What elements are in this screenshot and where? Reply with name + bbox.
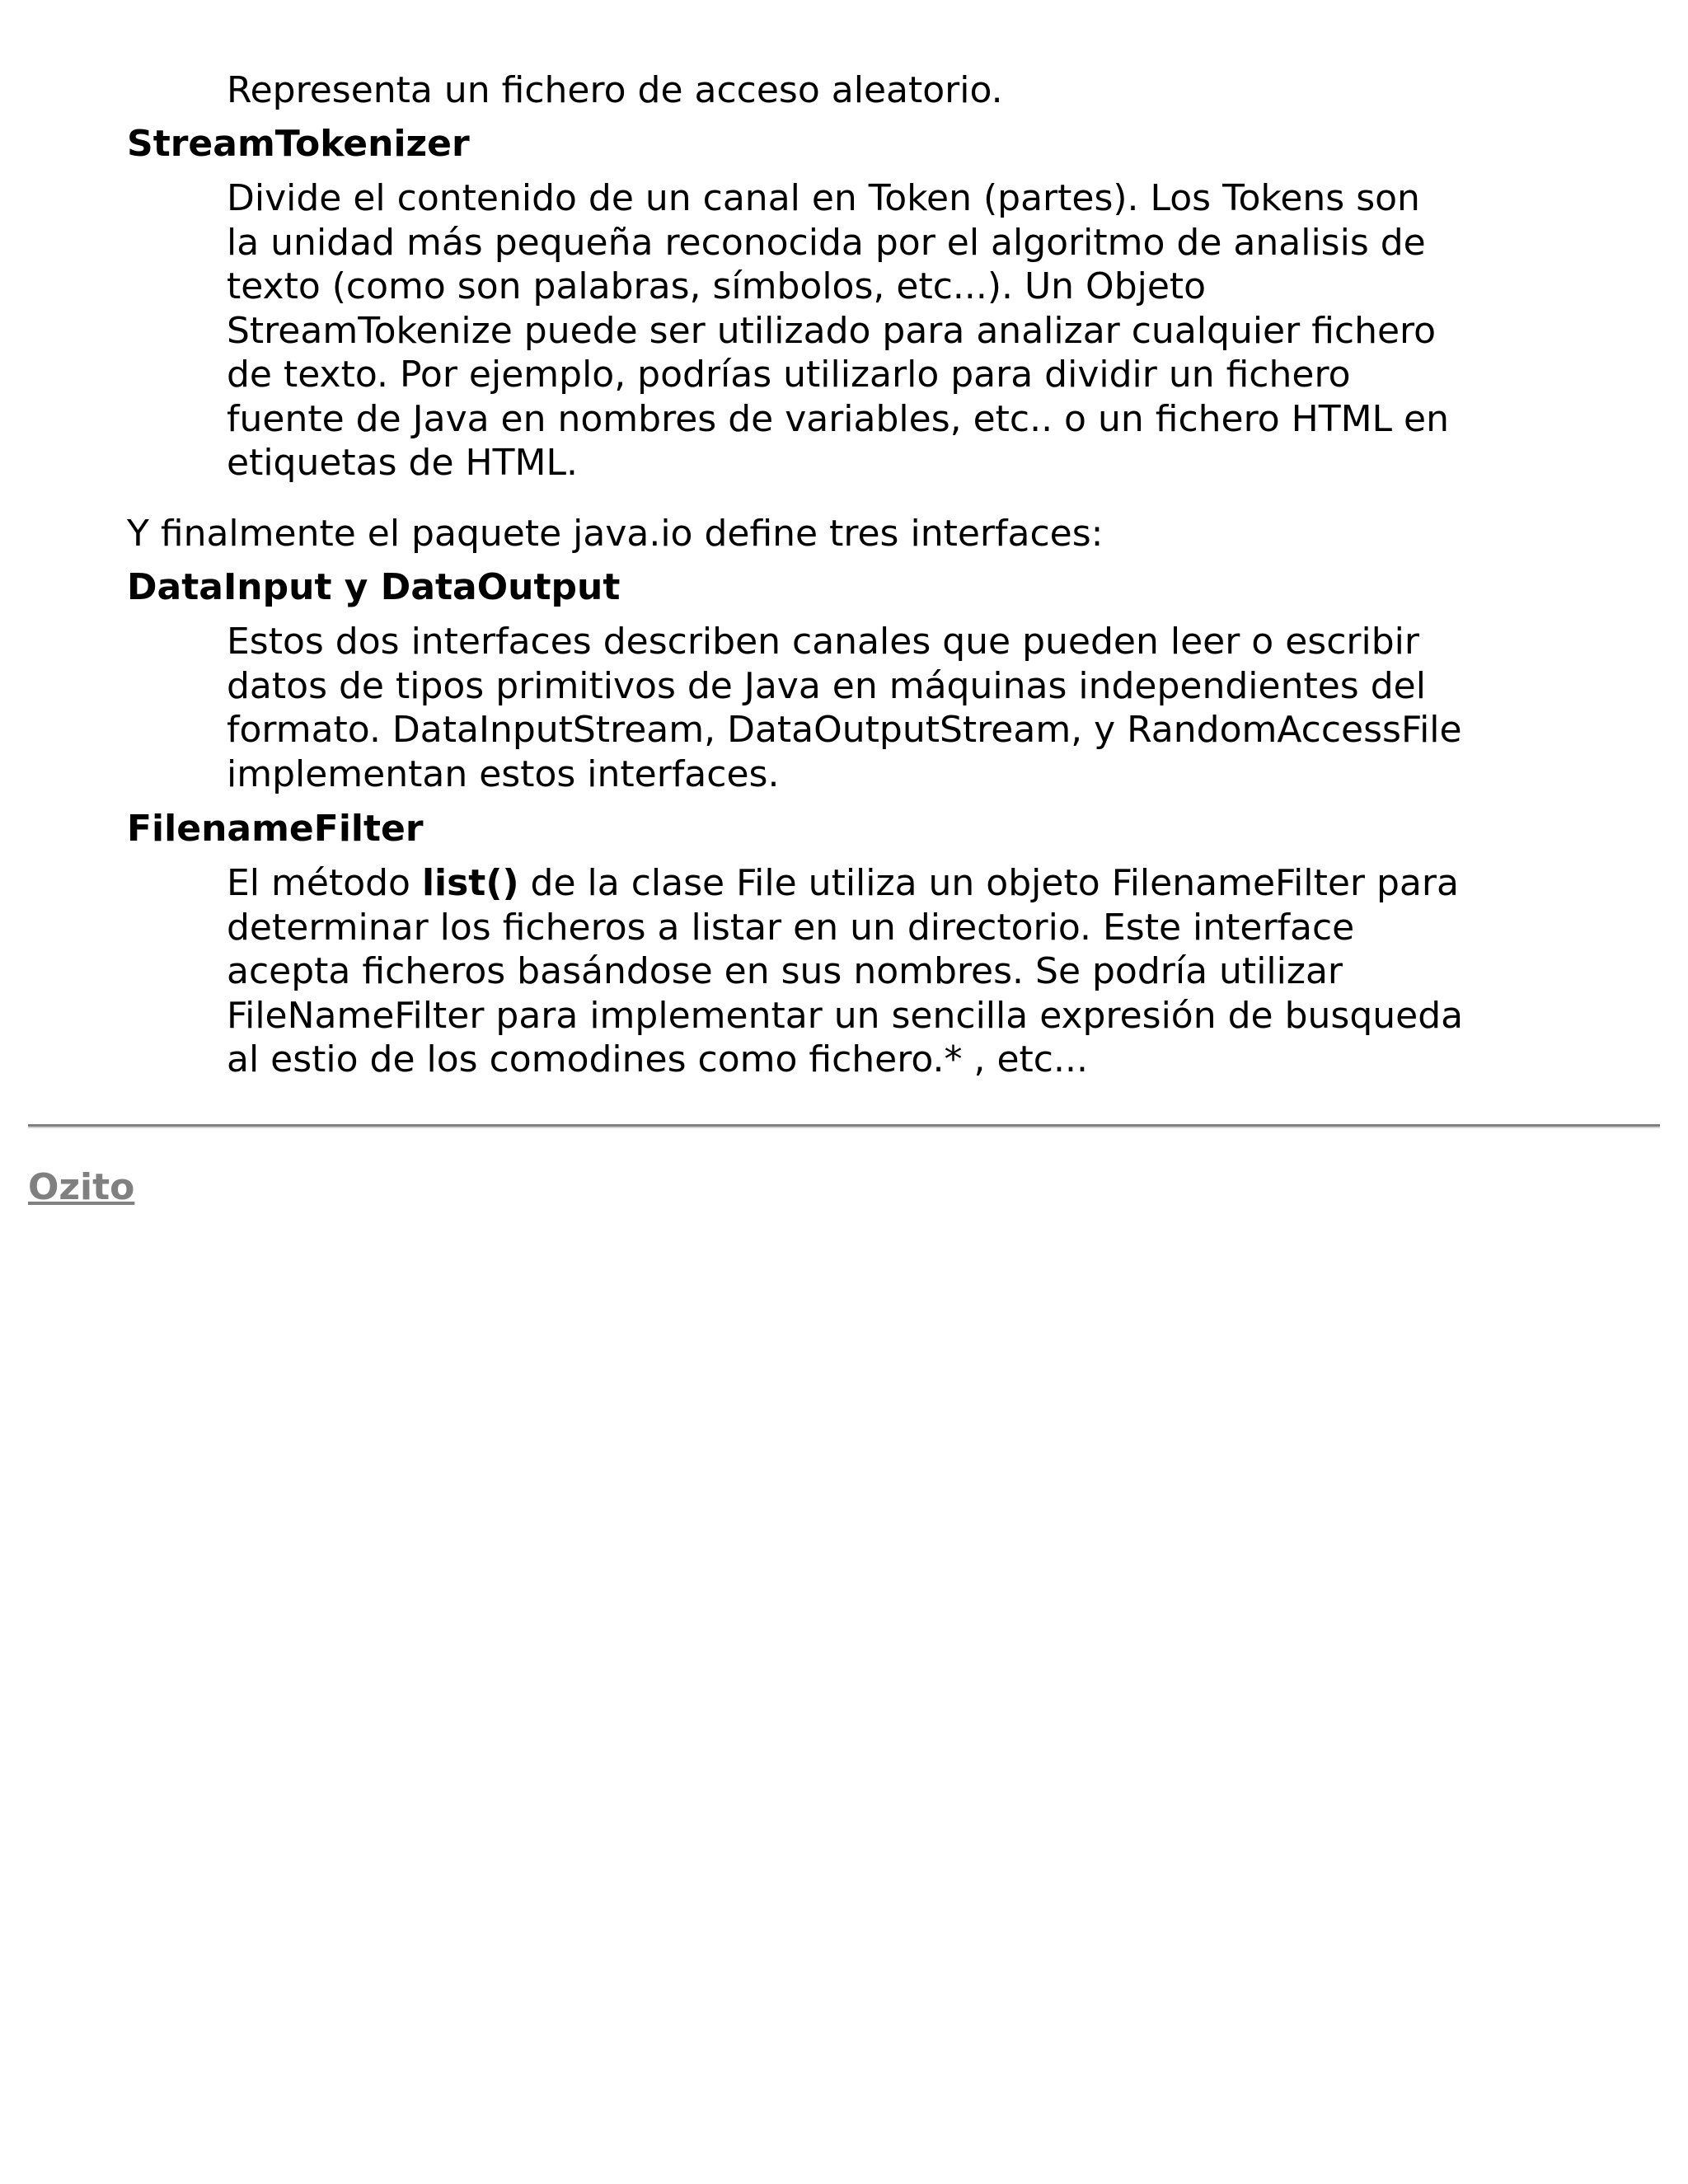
- text-line: la unidad más pequeña reconocida por el algoritmo de analisis de: [227, 221, 1426, 264]
- text-line: implementan estos interfaces.: [227, 752, 780, 795]
- horizontal-divider: [28, 1124, 1660, 1128]
- text-line: formato. DataInputStream, DataOutputStream, y RandomAccessFile: [227, 709, 1462, 751]
- text-line: determinar los ficheros a listar en un directorio. Este interface: [227, 906, 1355, 949]
- text-line: fuente de Java en nombres de variables, etc.. o un fichero HTML en: [227, 397, 1450, 440]
- filename-filter-description: [227, 861, 1578, 1082]
- text-line: Estos dos interfaces describen canales que pueden leer o escribir: [227, 621, 1419, 663]
- stream-tokenizer-description: [227, 176, 1578, 485]
- text-line: de texto. Por ejemplo, podrías utilizarlo para dividir un fichero: [227, 354, 1351, 396]
- text-line: etiquetas de HTML.: [227, 442, 578, 484]
- text-line: [227, 861, 1578, 906]
- text-line: Divide el contenido de un canal en Token (partes). Los Tokens son: [227, 177, 1420, 219]
- text-line: datos de tipos primitivos de Java en máquinas independientes del: [227, 664, 1426, 707]
- list-method-name: list(): [421, 862, 519, 904]
- data-io-term: DataInput y DataOutput: [127, 566, 621, 608]
- interfaces-intro: Y finalmente el paquete java.io define tres interfaces:: [127, 513, 1104, 555]
- stream-tokenizer-term: StreamTokenizer: [127, 123, 470, 165]
- text-line: al estio de los comodines como fichero.* , etc...: [227, 1038, 1088, 1080]
- random-access-file-description: [227, 68, 1578, 113]
- data-io-description: [227, 620, 1578, 796]
- text-span: El método: [227, 862, 422, 904]
- text-span: de la clase File utiliza un objeto FilenameFilter para: [518, 862, 1459, 904]
- text-line: texto (como son palabras, símbolos, etc...). Un Objeto: [227, 265, 1207, 307]
- filename-filter-term: FilenameFilter: [127, 808, 424, 850]
- text-line: Representa un fichero de acceso aleatorio.: [227, 69, 1003, 111]
- text-line: acepta ficheros basándose en sus nombres. Se podría utilizar: [227, 950, 1343, 992]
- ozito-link[interactable]: Ozito: [28, 1166, 135, 1208]
- text-line: StreamTokenize puede ser utilizado para analizar cualquier fichero: [227, 309, 1437, 352]
- text-line: FileNameFilter para implementar un sencilla expresión de busqueda: [227, 994, 1464, 1037]
